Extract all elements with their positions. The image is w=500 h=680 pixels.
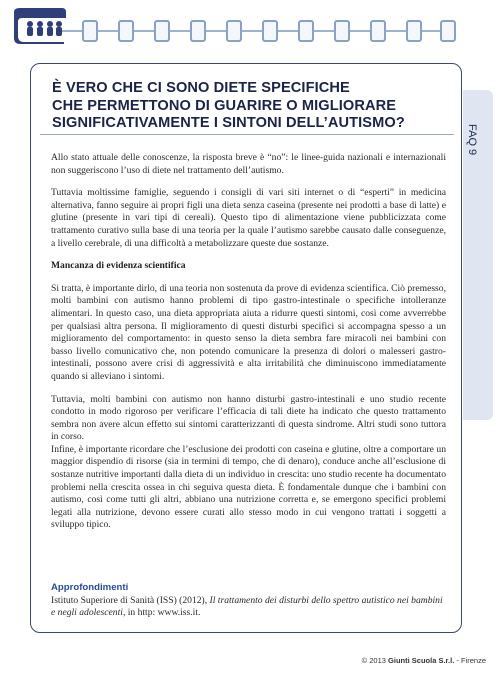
reference-entry (51, 595, 446, 620)
paragraph-conclusion: Infine, è importante ricordare che l’esclusione dei prodotti con caseina e glutine, oltre a comportare un maggior dispendio di risorse (sia in termini di tempo, che di denaro), conduce anche all’esclusione di sostanze nutritive importanti dalla dieta di un individuo in crescita: uno studio recente ha documentato problemi nella crescita ossea in chi seguiva questa dieta. È fondamentale dunque che i bambini con autismo, così come tutti gli altri, abbiano una nutrizione corretta e, se emergono specifici problemi legati alla nutrizione, devono essere curati allo stesso modo in cui vengono trattati i soggetti a sviluppo tipico. (51, 443, 446, 531)
copyright-brand: Giunti Scuola S.r.l. (388, 656, 455, 665)
spiral-binding (0, 0, 500, 52)
title-divider (40, 134, 454, 135)
binding-ring-icon (190, 20, 206, 42)
title-line: È VERO CHE CI SONO DIETE SPECIFICHE (52, 80, 350, 96)
paragraph-families: Tuttavia moltissime famiglie, seguendo i consigli di vari siti internet o di “esperti” in medicina alternativa, fanno seguire ai propri figli una dieta senza caseina (presente nei prodotti a base di latte) e glutine (presente in vari tipi di cereali). Questo tipo di alimentazione viene pubblicizzata come trattamento curativo sulla base di una teoria per la quale l’autismo sarebbe causato dalle conseguenze, a livello cerebrale, di una difficoltà a metabolizzare queste due sostanze. (51, 187, 446, 249)
publisher-logo-icon (10, 6, 68, 46)
section-heading: Mancanza di evidenza scientifica (51, 260, 186, 272)
copyright-footer (362, 656, 486, 665)
title-line: SIGNIFICATIVAMENTE I SINTONI DELL’AUTISMO? (52, 115, 405, 131)
binding-ring-icon (118, 20, 134, 42)
paragraph-evidence: Si tratta, è importante dirlo, di una teoria non sostenuta da prove di evidenza scientifica. Ciò premesso, molti bambini con autismo hanno problemi di tipo gastro-intestinale o specifiche intolleranze alimentari. In questo caso, una dieta appropriata aiuta a ridurre questi sintomi, così come avverrebbe per qualsiasi altra persona. Il miglioramento di questi disturbi specifici si accompagna spesso a un miglioramento del comportamento: in questo senso la dieta sembra fare miracoli nei bambini con basso livello comunicativo che, non potendo comunicare la presenza di dolori o malesseri gastro-intestinali, possono avere crisi di aggressività e alta irritabilità che diminuiscono immediatamente quando si alleviano i sintomi. (51, 282, 446, 382)
binding-ring-icon (406, 20, 422, 42)
binding-ring-icon (298, 20, 314, 42)
binding-ring-icon (226, 20, 242, 42)
references-section (51, 582, 446, 620)
copyright-prefix: © 2013 (361, 656, 389, 665)
paragraph-intro: Allo stato attuale delle conoscenze, la risposta breve è “no”: le linee-guida nazionali e internazionali non suggeriscono l’uso di diete nel trattamento dell’autismo. (51, 152, 446, 176)
references-heading: Approfondimenti (51, 582, 129, 593)
article-body (51, 152, 446, 542)
binding-ring-icon (370, 20, 386, 42)
binding-line (58, 30, 448, 32)
faq-number-label: FAQ 9 (466, 124, 478, 156)
binding-ring-icon (154, 20, 170, 42)
copyright-suffix: - Firenze (454, 656, 486, 665)
reference-author: Istituto Superiore di Sanità (ISS) (2012), (51, 594, 210, 606)
reference-title: Il trattamento dei disturbi dello spettro autistico nei bambini e negli adolescenti (51, 594, 443, 619)
reference-link: , in http: www.iss.it. (122, 607, 201, 619)
binding-ring-icon (82, 20, 98, 42)
binding-ring-icon (262, 20, 278, 42)
paragraph-studies: Tuttavia, molti bambini con autismo non hanno disturbi gastro-intestinali e uno studio recente condotto in modo rigoroso per verificare l’efficacia di tali diete ha indicato che questo trattamento sembra non avere alcun effetto sui sintomi caratterizzanti di questa sindrome. Altri studi sono tuttora in corso. (51, 393, 446, 443)
page-title (52, 80, 412, 133)
binding-ring-icon (334, 20, 350, 42)
title-line: CHE PERMETTONO DI GUARIRE O MIGLIORARE (52, 97, 397, 114)
binding-ring-icon (440, 20, 456, 42)
